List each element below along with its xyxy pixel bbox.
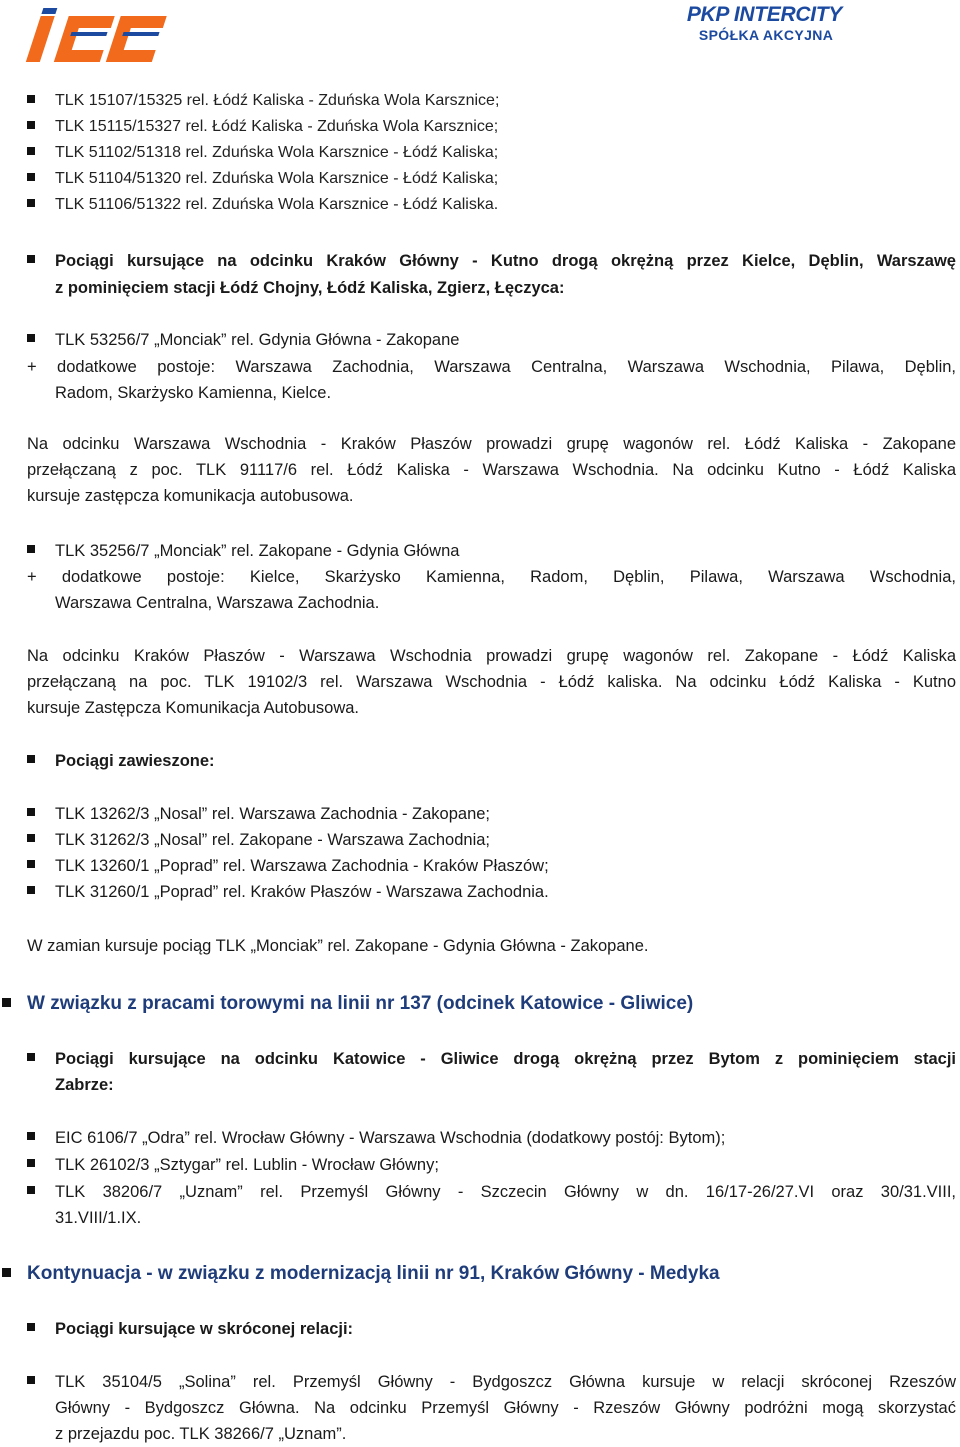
bullet-icon [27,199,35,207]
list-item: TLK 13262/3 „Nosal” rel. Warszawa Zachodnia - Zakopane; [55,805,491,823]
list-item-cont: 31.VIII/1.IX. [55,1209,142,1227]
list-item: TLK 38206/7 „Uznam” rel. Przemyśl Główny - Szczecin Główny w dn. 16/17-26/27.VI oraz 30/31.VIII, [55,1183,956,1201]
bullet-icon [27,860,35,868]
bullet-icon [27,755,35,763]
list-item: TLK 15107/15325 rel. Łódź Kaliska - Zduńska Wola Karsznice; [55,92,500,109]
replacement-note: W zamian kursuje pociąg TLK „Monciak” rel. Zakopane - Gdynia Główna - Zakopane. [27,937,649,955]
train-note: kursuje Zastępcza Komunikacja Autobusowa. [27,699,360,717]
train-title: TLK 35256/7 „Monciak” rel. Zakopane - Gdynia Główna [55,542,460,560]
list-item-cont: Główny - Bydgoszcz Główna. Na odcinku Przemyśl Główny - Rzeszów Główny podróżni mogą skorzystać [55,1399,956,1417]
list-item: TLK 31260/1 „Poprad” rel. Kraków Płaszów - Warszawa Zachodnia. [55,883,549,901]
section-subtitle: Pociągi kursujące na odcinku Kraków Główny - Kutno drogą okrężną przez Kielce, Dęblin, Warszawę [55,252,956,270]
section-heading: W związku z pracami torowymi na linii nr 137 (odcinek Katowice - Gliwice) [27,993,694,1014]
train-note: Na odcinku Warszawa Wschodnia - Kraków Płaszów prowadzi grupę wagonów rel. Łódź Kaliska - Zakopane [27,435,956,453]
train-stops-cont: Radom, Skarżysko Kamienna, Kielce. [55,384,332,402]
bullet-icon [27,886,35,894]
bullet-icon [27,1323,35,1331]
bullet-icon [27,1159,35,1167]
list-item: TLK 26102/3 „Sztygar” rel. Lublin - Wrocław Główny; [55,1156,439,1174]
list-item: TLK 51102/51318 rel. Zduńska Wola Karsznice - Łódź Kaliska; [55,144,499,161]
bullet-icon [27,1376,35,1384]
train-stops-cont: Warszawa Centralna, Warszawa Zachodnia. [55,594,380,612]
bullet-icon [27,808,35,816]
bullet-icon [27,1053,35,1061]
list-item-cont: z przejazdu poc. TLK 38266/7 „Uznam”. [55,1425,347,1443]
train-title: TLK 53256/7 „Monciak” rel. Gdynia Główna - Zakopane [55,331,460,349]
brand-name: PKP INTERCITY [686,3,842,26]
section-subtitle-cont: Zabrze: [55,1076,114,1094]
train-note: kursuje zastępcza komunikacja autobusowa. [27,487,354,505]
list-item: TLK 51104/51320 rel. Zduńska Wola Karsznice - Łódź Kaliska; [55,170,499,187]
bullet-icon [2,1268,11,1277]
bullet-icon [27,1132,35,1140]
bullet-icon [27,173,35,181]
train-note: przełączaną na poc. TLK 19102/3 rel. Warszawa Wschodnia - Łódź kaliska. Na odcinku Łódź Kaliska - Kutno [27,673,956,691]
bullet-icon [27,1186,35,1194]
bullet-icon [27,834,35,842]
list-item: TLK 31262/3 „Nosal” rel. Zakopane - Warszawa Zachodnia; [55,831,491,849]
train-stops: + dodatkowe postoje: Warszawa Zachodnia, Warszawa Centralna, Warszawa Wschodnia, Pilawa, Dęblin, [27,358,956,376]
section-heading: Kontynuacja - w związku z modernizacją linii nr 91, Kraków Główny - Medyka [27,1263,720,1284]
list-item: EIC 6106/7 „Odra” rel. Wrocław Główny - Warszawa Wschodnia (dodatkowy postój: Bytom); [55,1129,726,1147]
pkp-intercity-logo [687,4,842,44]
bullet-icon [27,121,35,129]
train-stops: + dodatkowe postoje: Kielce, Skarżysko Kamienna, Radom, Dęblin, Pilawa, Warszawa Wschodnia, [27,568,956,586]
train-note: Na odcinku Kraków Płaszów - Warszawa Wschodnia prowadzi grupę wagonów rel. Zakopane - Łódź Kaliska [27,647,956,665]
icc-logo [24,6,179,71]
brand-subtitle: SPÓŁKA AKCYJNA [698,27,834,43]
icc-logo-graphic [24,6,179,66]
suspended-title: Pociągi zawieszone: [55,752,215,770]
section-subtitle: Pociągi kursujące na odcinku Katowice - Gliwice drogą okrężną przez Bytom z pominięciem stacji [55,1050,956,1068]
bullet-icon [27,334,35,342]
train-note: przełączaną z poc. TLK 91117/6 rel. Łódź Kaliska - Warszawa Wschodnia. Na odcinku Kutno - Łódź Kaliska [27,461,956,479]
bullet-icon [27,255,35,263]
list-item: TLK 35104/5 „Solina” rel. Przemyśl Główny - Bydgoszcz Główna kursuje w relacji skróconej Rzeszów [55,1373,956,1391]
section-subtitle-cont: z pominięciem stacji Łódź Chojny, Łódź Kaliska, Zgierz, Łęczyca: [55,279,565,297]
list-item: TLK 51106/51322 rel. Zduńska Wola Karsznice - Łódź Kaliska. [55,196,499,213]
list-item: TLK 15115/15327 rel. Łódź Kaliska - Zduńska Wola Karsznice; [55,118,499,135]
bullet-icon [27,545,35,553]
bullet-icon [27,95,35,103]
section-subtitle: Pociągi kursujące w skróconej relacji: [55,1320,354,1338]
list-item: TLK 13260/1 „Poprad” rel. Warszawa Zachodnia - Kraków Płaszów; [55,857,549,875]
page-header [0,0,960,70]
bullet-icon [27,147,35,155]
bullet-icon [2,998,11,1007]
